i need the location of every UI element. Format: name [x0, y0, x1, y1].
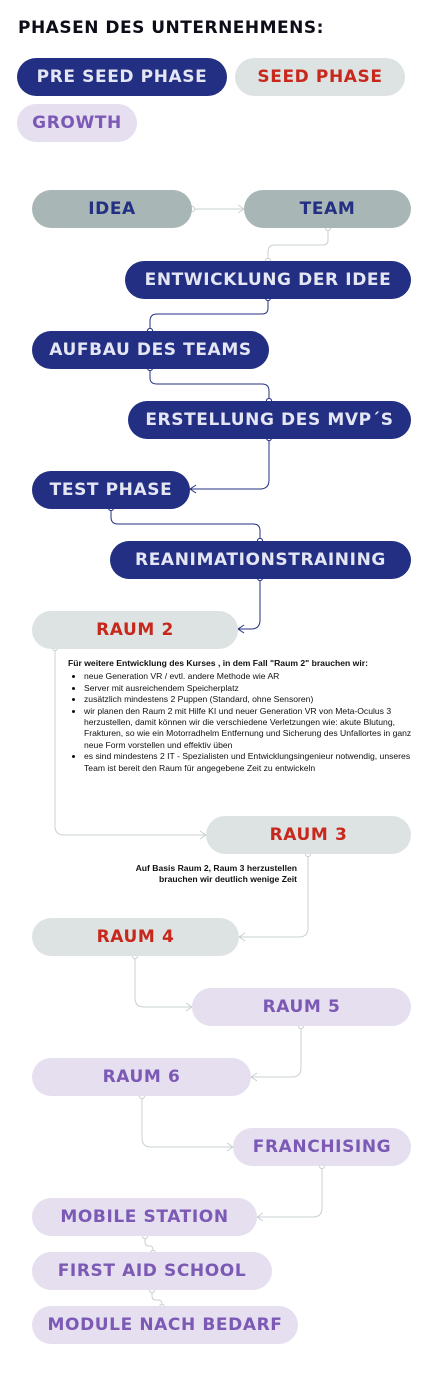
node-franchising: FRANCHISING [233, 1128, 411, 1166]
node-aufbau-des-teams: AUFBAU DES TEAMS [32, 331, 269, 369]
list-item: • es sind mindestens 2 IT - Spezialisten und Entwicklungsingenieur notwendig, unseres Team ist bereit den Raum für angegebene Zeit zu entwickeln [84, 751, 412, 774]
phase-seed: SEED PHASE [235, 58, 405, 96]
node-team: TEAM [244, 190, 411, 228]
raum2-requirements-note [68, 658, 412, 774]
connector-raum4-raum5 [135, 956, 192, 1007]
raum3-note [96, 863, 297, 886]
node-mobile-station: MOBILE STATION [32, 1198, 257, 1236]
raum3-note-line-1: Auf Basis Raum 2, Raum 3 herzustellen [135, 863, 297, 873]
raum2-note-heading: Für weitere Entwicklung des Kurses , in dem Fall "Raum 2" brauchen wir: [68, 658, 368, 668]
node-test-phase: TEST PHASE [32, 471, 190, 509]
connector-mvp-test [190, 438, 269, 489]
node-first-aid-school: FIRST AID SCHOOL [32, 1252, 272, 1290]
node-raum-5: RAUM 5 [192, 988, 411, 1026]
connector-reanimation-raum2 [238, 578, 260, 629]
phase-growth: GROWTH [17, 104, 137, 142]
connector-franchising-mobile [257, 1166, 322, 1217]
node-module-nach-bedarf: MODULE NACH BEDARF [32, 1306, 298, 1344]
raum2-requirements-list [68, 671, 412, 774]
connector-team-entwicklung [268, 228, 328, 261]
connector-raum5-raum6 [251, 1026, 301, 1077]
connector-aufbau-mvp [150, 368, 269, 401]
list-item: • neue Generation VR / evtl. andere Methode wie AR [84, 671, 412, 682]
list-item: • wir planen den Raum 2 mit Hilfe KI und neuer Generation VR von Meta-Oculus 3 herzustellen, damit können wir die verschiedene Verletzungen wie: akute Blutung, Frakturen, so wie ein Motorradhelm Entfernung und Sicherung des Unfallortes in ganz neue Form vorstellen und effektiv üben [84, 706, 412, 752]
node-raum-6: RAUM 6 [32, 1058, 251, 1096]
node-erstellung-mvp: ERSTELLUNG DES MVP´S [128, 401, 411, 439]
list-item: • Server mit ausreichendem Speicherplatz [84, 683, 412, 694]
phase-pre-seed: PRE SEED PHASE [17, 58, 227, 96]
list-item: • zusätzlich mindestens 2 Puppen (Standard, ohne Sensoren) [84, 694, 412, 705]
node-raum-4: RAUM 4 [32, 918, 239, 956]
node-reanimationstraining: REANIMATIONSTRAINING [110, 541, 411, 579]
node-raum-3: RAUM 3 [206, 816, 411, 854]
node-raum-2: RAUM 2 [32, 611, 238, 649]
node-entwicklung-der-idee: ENTWICKLUNG DER IDEE [125, 261, 411, 299]
connector-raum6-franchising [142, 1096, 233, 1147]
node-idea: IDEA [32, 190, 192, 228]
connector-test-reanimation [111, 508, 260, 541]
connector-entwicklung-aufbau [150, 298, 268, 331]
page-title: PHASEN DES UNTERNEHMENS: [18, 18, 324, 38]
raum3-note-line-2: brauchen wir deutlich wenige Zeit [159, 874, 297, 885]
